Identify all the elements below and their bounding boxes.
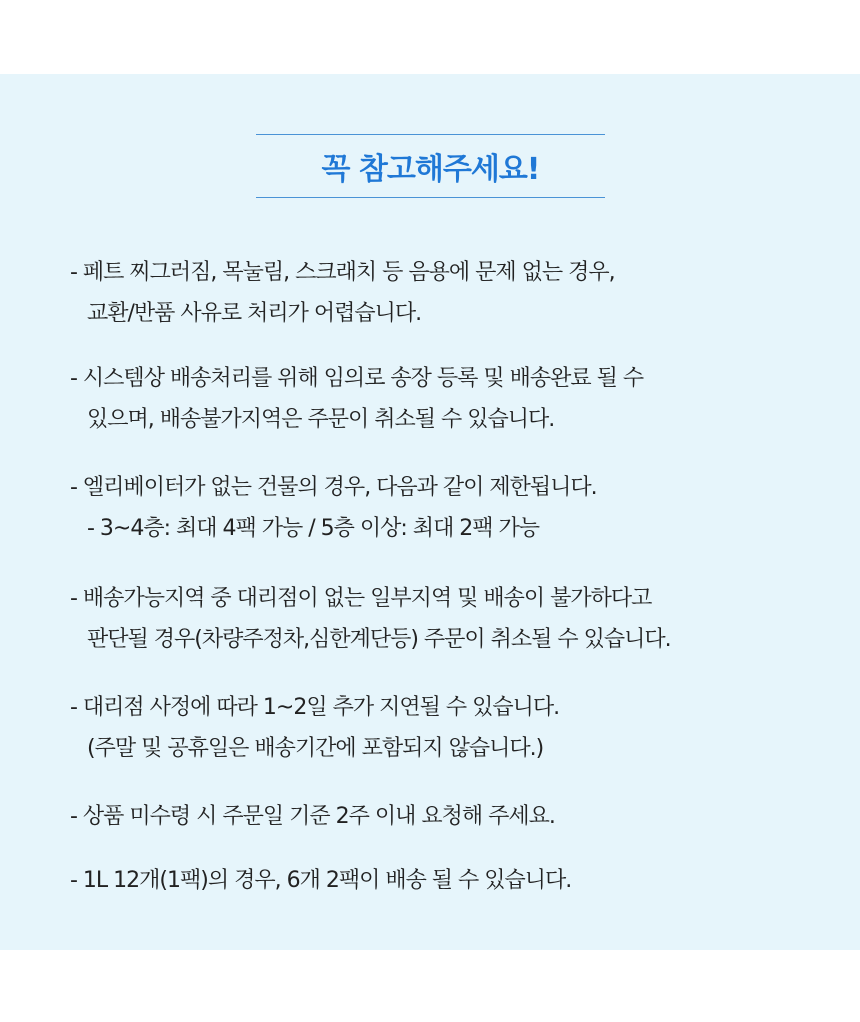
notice-item-6-line-1: - 상품 미수령 시 주문일 기준 2주 이내 요청해 주세요. (70, 804, 555, 829)
notice-item-4-line-2: 판단될 경우(차량주정차,심한계단등) 주문이 취소될 수 있습니다. (87, 627, 671, 652)
notice-item-2-line-1: - 시스템상 배송처리를 위해 임의로 송장 등록 및 배송완료 될 수 (70, 366, 644, 391)
notice-item-4-line-1: - 배송가능지역 중 대리점이 없는 일부지역 및 배송이 불가하다고 (70, 586, 652, 611)
notice-item-5-line-1: - 대리점 사정에 따라 1~2일 추가 지연될 수 있습니다. (70, 695, 560, 720)
notice-item-1-line-1: - 페트 찌그러짐, 목눌림, 스크래치 등 음용에 문제 없는 경우, (70, 260, 615, 285)
notice-item-7-line-1: - 1L 12개(1팩)의 경우, 6개 2팩이 배송 될 수 있습니다. (70, 868, 572, 893)
notice-item-3-line-1: - 엘리베이터가 없는 건물의 경우, 다음과 같이 제한됩니다. (70, 475, 597, 500)
notice-list (0, 74, 860, 950)
notice-item-2-line-2: 있으며, 배송불가지역은 주문이 취소될 수 있습니다. (87, 407, 555, 432)
notice-item-1-line-2: 교환/반품 사유로 처리가 어렵습니다. (87, 301, 422, 326)
notice-item-3-line-2: - 3~4층: 최대 4팩 가능 / 5층 이상: 최대 2팩 가능 (87, 516, 540, 541)
notice-title: 꼭 참고해주세요! (321, 152, 540, 187)
notice-item-5-line-2: (주말 및 공휴일은 배송기간에 포함되지 않습니다.) (87, 736, 544, 761)
notice-panel (0, 74, 860, 950)
